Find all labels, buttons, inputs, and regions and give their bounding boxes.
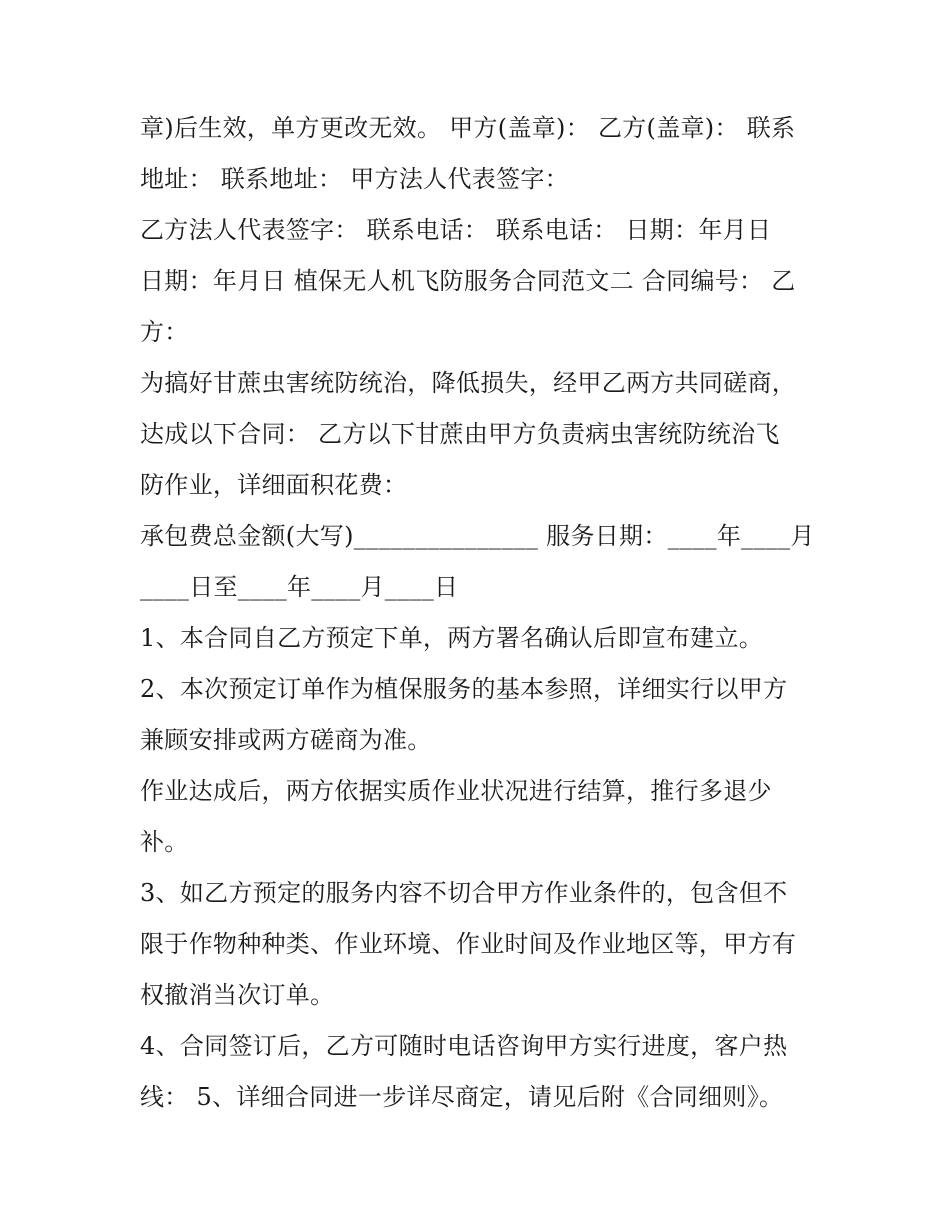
text-line-15: 补。 <box>140 828 189 856</box>
text-line-1: 章)后生效，单方更改无效。 甲方(盖章)： 乙方(盖章)： 联系 <box>140 114 796 142</box>
text-line-11: 1、本合同自乙方预定下单，两方署名确认后即宣布建立。 <box>140 624 764 652</box>
text-line-19: 4、合同签订后，乙方可随时电话咨询甲方实行进度，客户热 <box>140 1032 788 1060</box>
text-line-20: 线： 5、详细合同进一步详尽商定，请见后附《合同细则》。 <box>140 1083 784 1111</box>
text-line-8: 防作业，详细面积花费： <box>140 471 408 499</box>
text-line-5: 方： <box>140 318 189 346</box>
text-line-7: 达成以下合同： 乙方以下甘蔗由甲方负责病虫害统防统治飞 <box>140 420 780 448</box>
text-line-4: 日期：年月日 植保无人机飞防服务合同范文二 合同编号： 乙 <box>140 267 796 295</box>
text-line-13: 兼顾安排或两方磋商为准。 <box>140 726 432 754</box>
text-line-2: 地址： 联系地址： 甲方法人代表签字： <box>140 165 569 193</box>
text-line-12: 2、本次预定订单作为植保服务的基本参照，详细实行以甲方 <box>140 675 788 703</box>
text-line-14: 作业达成后，两方依据实质作业状况进行结算，推行多退少 <box>140 777 772 805</box>
text-line-6: 为搞好甘蔗虫害统防统治，降低损失，经甲乙两方共同磋商， <box>140 369 797 397</box>
text-line-17: 限于作物种种类、作业环境、作业时间及作业地区等，甲方有 <box>140 930 797 958</box>
text-line-3: 乙方法人代表签字： 联系电话： 联系电话： 日期：年月日 <box>140 216 772 244</box>
text-line-9: 承包费总金额(大写)_______________ 服务日期：____年____月 <box>140 522 815 550</box>
text-line-10: ____日至____年____月____日 <box>140 573 459 601</box>
text-line-16: 3、如乙方预定的服务内容不切合甲方作业条件的，包含但不 <box>140 879 788 907</box>
text-line-18: 权撤消当次订单。 <box>140 981 335 1009</box>
